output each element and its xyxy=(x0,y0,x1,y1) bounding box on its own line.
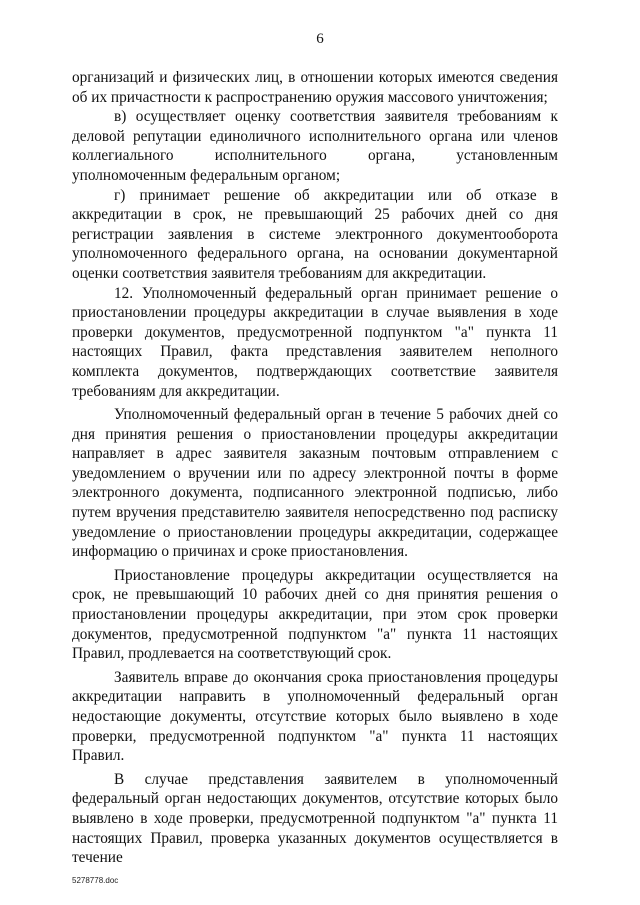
footer-document-code: 5278778.doc xyxy=(72,876,119,885)
paragraph-item-v: в) осуществляет оценку соответствия заявителя требованиям к деловой репутации единоличного исполнительного органа или членов коллегиального исполнительного органа, установленным уполномоченным федеральным органом; xyxy=(72,108,558,184)
paragraph-clause-12: 12. Уполномоченный федеральный орган принимает решение о приостановлении процедуры аккредитации в случае выявления в ходе проверки документов, предусмотренной подпунктом "а" пункта 11 настоящих Правил, факта представления заявителем неполного комплекта документов, подтверждающих соответствие заявителя требованиям для аккредитации. xyxy=(72,284,558,400)
paragraph-applicant-right: Заявитель вправе до окончания срока приостановления процедуры аккредитации направить в уполномоченный федеральный орган недостающие документы, отсутствие которых было выявлено в ходе проверки, предусмотренной подпунктом "а" пункта 11 настоящих Правил. xyxy=(72,668,558,765)
page-number: 6 xyxy=(316,31,324,47)
document-body xyxy=(72,68,558,868)
paragraph-suspension-term: Приостановление процедуры аккредитации осуществляется на срок, не превышающий 10 рабочих дней со дня принятия решения о приостановлении процедуры аккредитации, при этом срок проверки документов, предусмотренной подпунктом "а" пункта 11 настоящих Правил, продлевается на соответствующий срок. xyxy=(72,566,558,663)
paragraph-continuation: организаций и физических лиц, в отношении которых имеются сведения об их причастности к распространению оружия массового уничтожения; xyxy=(72,69,558,106)
paragraph-item-g: г) принимает решение об аккредитации или об отказе в аккредитации в срок, не превышающий 25 рабочих дней со дня регистрации заявления в системе электронного документооборота уполномоченного федерального органа, на основании документарной оценки соответствия заявителя требованиям для аккредитации. xyxy=(72,186,558,282)
paragraph-notification: Уполномоченный федеральный орган в течение 5 рабочих дней со дня принятия решения о приостановлении процедуры аккредитации направляет в адрес заявителя заказным почтовым отправлением с уведомлением о вручении или по адресу электронной почты в форме электронного документа, подписанного электронной подписью, либо путем вручения представителю заявителя непосредственно под расписку уведомление о приостановлении процедуры аккредитации, содержащее информацию о причинах и сроке приостановления. xyxy=(72,406,558,561)
paragraph-missing-documents: В случае представления заявителем в уполномоченный федеральный орган недостающих документов, отсутствие которых было выявлено в ходе проверки, предусмотренной подпунктом "а" пункта 11 настоящих Правил, проверка указанных документов осуществляется в течение xyxy=(72,770,558,867)
